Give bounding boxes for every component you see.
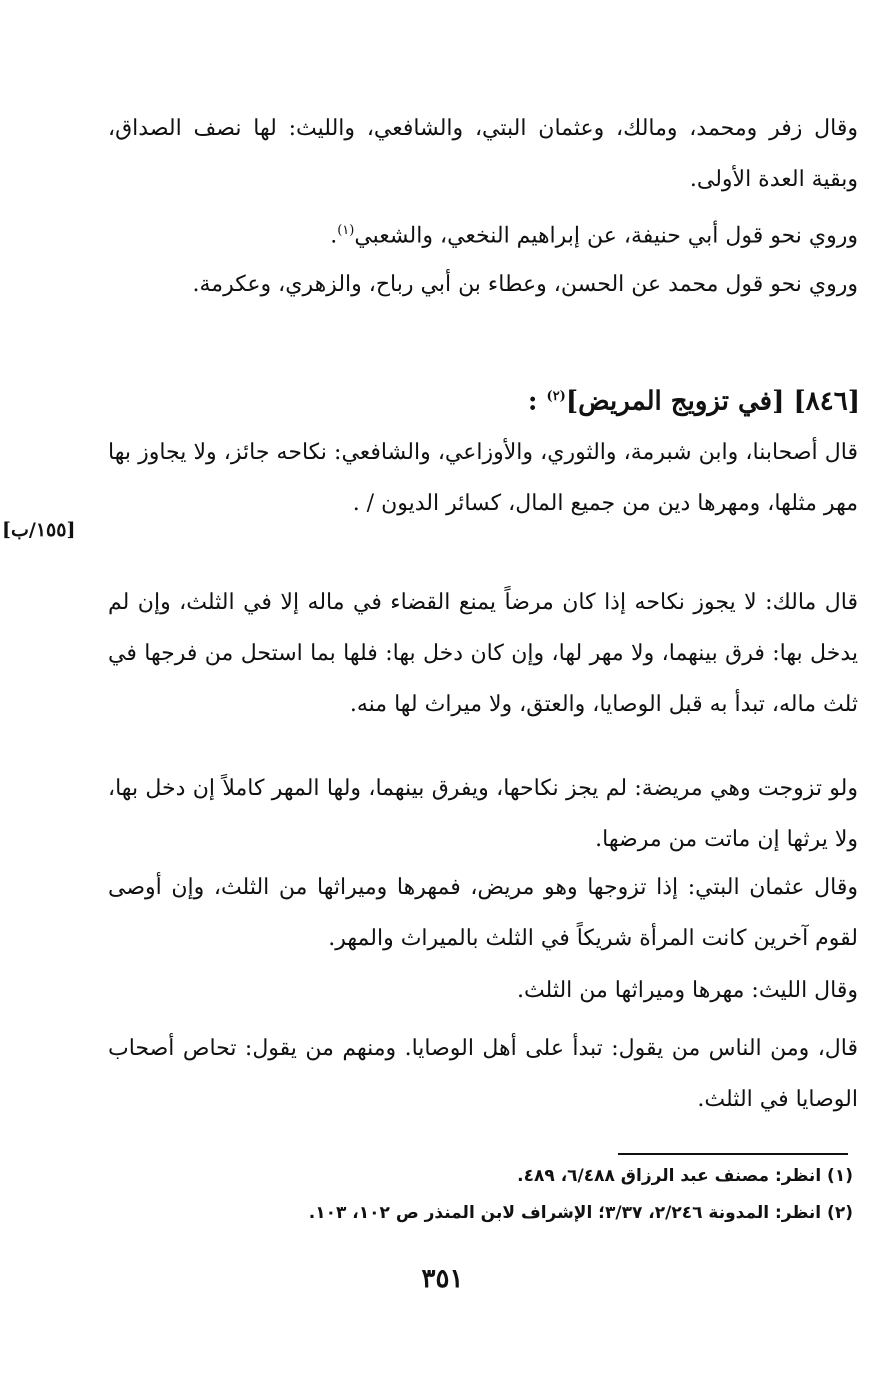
paragraph-8: وقال الليث: مهرها وميراثها من الثلث. [516, 978, 858, 1003]
paragraph-1: وقال زفر ومحمد، ومالك، وعثمان البتي، والشافعي، والليث: لها نصف الصداق، وبقية العدة الأولى. [108, 116, 858, 192]
paragraph-3: وروي نحو قول محمد عن الحسن، وعطاء بن أبي رباح، والزهري، وعكرمة. [192, 272, 858, 297]
footnote-ref-2: (٢) [546, 389, 566, 404]
footnote-1: (١) انظر: مصنف عبد الرزاق ٦/٤٨٨، ٤٨٩. [517, 1166, 853, 1186]
section-heading [100, 372, 860, 427]
footnote-ref-1: (١) [337, 223, 355, 238]
paragraph-7: وقال عثمان البتي: إذا تزوجها وهو مريض، فمهرها وميراثها من الثلث، وإن أوصى لقوم آخرين كانت المرأة شريكاً في الثلث بالميراث والمهر. [108, 875, 858, 951]
paragraph-6: ولو تزوجت وهي مريضة: لم يجز نكاحها، ويفرق بينهما، ولها المهر كاملاً إن دخل بها، ولا يرثها إن ماتت من مرضها. [108, 776, 858, 852]
paragraph-4: قال أصحابنا، وابن شبرمة، والثوري، والأوزاعي، والشافعي: نكاحه جائز، ولا يجاوز بها مهر مثلها، ومهرها دين من جميع المال، كسائر الديون / . [108, 440, 858, 516]
footnote-divider [618, 1153, 848, 1155]
paragraph-5: قال مالك: لا يجوز نكاحه إذا كان مرضاً يمنع القضاء في ماله إلا في الثلث، وإن لم يدخل بها: فرق بينهما، ولا مهر لها، وإن كان دخل بها: فلها بما استحل من فرجها في ثلث ماله، تبدأ به قبل الوصايا، والعتق، ولا ميراث لها منه. [108, 590, 858, 717]
footnote-2: (٢) انظر: المدونة ٢/٢٤٦، ٣/٣٧؛ الإشراف لابن المنذر ص ١٠٢، ١٠٣. [308, 1203, 853, 1223]
manuscript-folio-note: [١٥٥/ب] [2, 519, 76, 541]
paragraph-2 [108, 205, 858, 261]
section-number: [٨٤٦] [793, 386, 860, 417]
section-title: [في تزويج المريض] [565, 386, 785, 417]
heading-colon: : [527, 386, 538, 417]
page-number: ٣٥١ [421, 1264, 464, 1294]
paragraph-9: قال، ومن الناس من يقول: تبدأ على أهل الوصايا. ومنهم من يقول: تحاص أصحاب الوصايا في الثلث. [108, 1036, 858, 1112]
paragraph-2-end: . [330, 223, 338, 249]
paragraph-2-text: وروي نحو قول أبي حنيفة، عن إبراهيم النخعي، والشعبي [354, 223, 858, 249]
